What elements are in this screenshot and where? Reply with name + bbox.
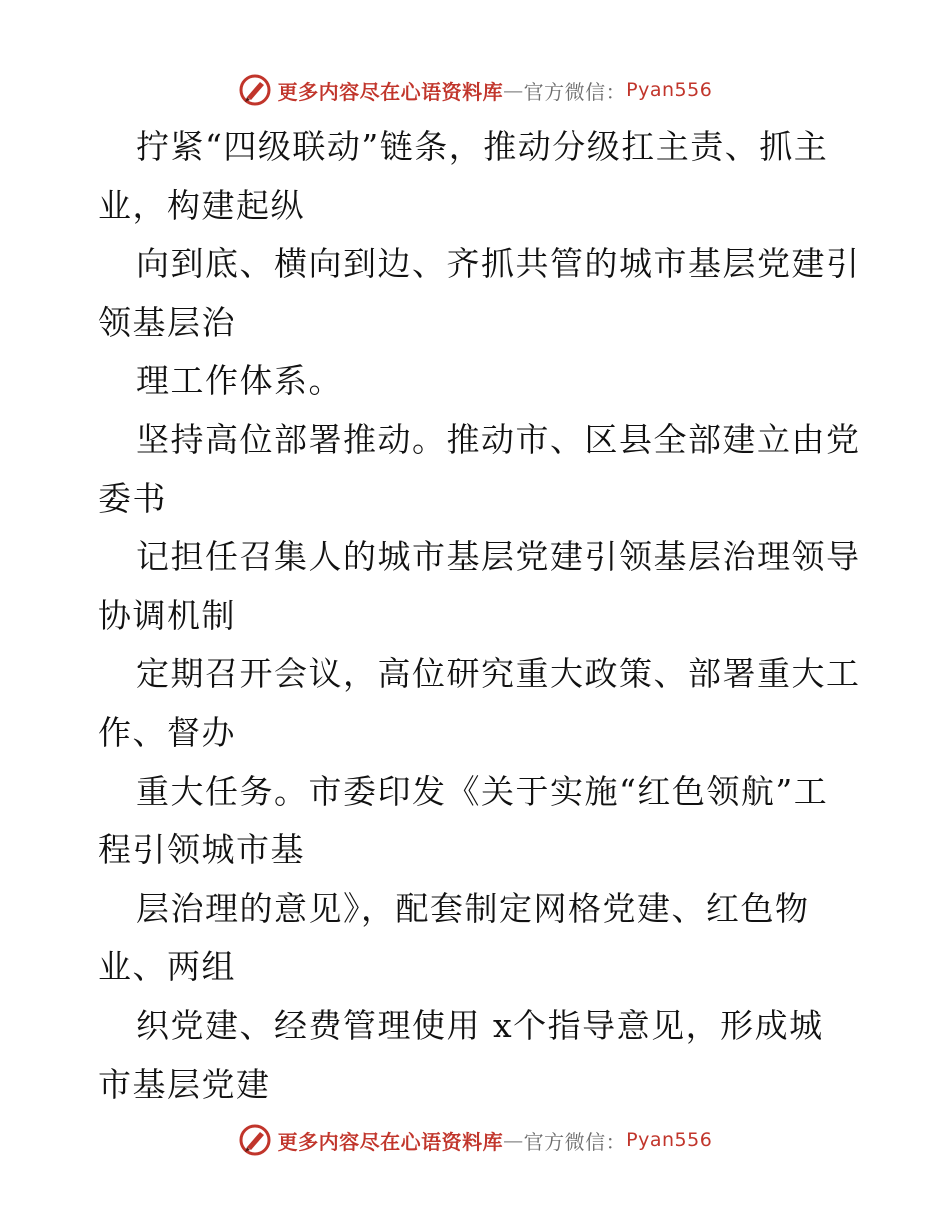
text-line: 业、两组: [98, 947, 236, 987]
banner-dash: —: [503, 1128, 524, 1152]
text-line: 市基层党建: [98, 1064, 271, 1104]
text-line: 记担任召集人的城市基层党建引领基层治理领导: [136, 537, 861, 577]
text-line: 织党建、经费管理使用 x个指导意见，形成城: [136, 1005, 824, 1045]
text-line: 程引领城市基: [98, 830, 305, 870]
text-line: 定期召开会议，高位研究重大政策、部署重大工: [136, 654, 861, 694]
text-line: 委书: [98, 478, 167, 518]
banner-site-name: 更多内容尽在心语资料库: [277, 1129, 504, 1154]
text-line: 层治理的意见》，配套制定网格党建、红色物: [136, 888, 810, 928]
text-line: 重大任务。市委印发《关于实施“红色领航”工: [136, 771, 829, 811]
text-line: 向到底、横向到边、齐抓共管的城市基层党建引: [136, 244, 861, 284]
text-line: 拧紧“四级联动”链条，推动分级扛主责、抓主: [136, 127, 829, 166]
text-line: 坚持高位部署推动。推动市、区县全部建立由党: [136, 419, 861, 459]
pen-logo-icon: [238, 73, 272, 107]
text-line: 业，构建起纵: [98, 185, 305, 225]
text-line: 领基层治: [98, 302, 236, 342]
text-line: 协调机制: [98, 595, 236, 635]
banner-wechat-label: 官方微信：: [523, 1129, 627, 1154]
banner-site-name: 更多内容尽在心语资料库: [277, 79, 504, 104]
footer-banner: [0, 1120, 950, 1160]
header-banner: [0, 70, 950, 110]
banner-wechat-id: Pyan556: [626, 79, 713, 101]
banner-dash: —: [503, 78, 524, 102]
document-body: [98, 118, 861, 1114]
pen-logo-icon: [238, 1123, 272, 1157]
banner-wechat-id: Pyan556: [626, 1129, 713, 1151]
banner-wechat-label: 官方微信：: [523, 79, 627, 104]
text-line: 作、督办: [98, 712, 236, 752]
text-line: 理工作体系。: [136, 361, 343, 401]
